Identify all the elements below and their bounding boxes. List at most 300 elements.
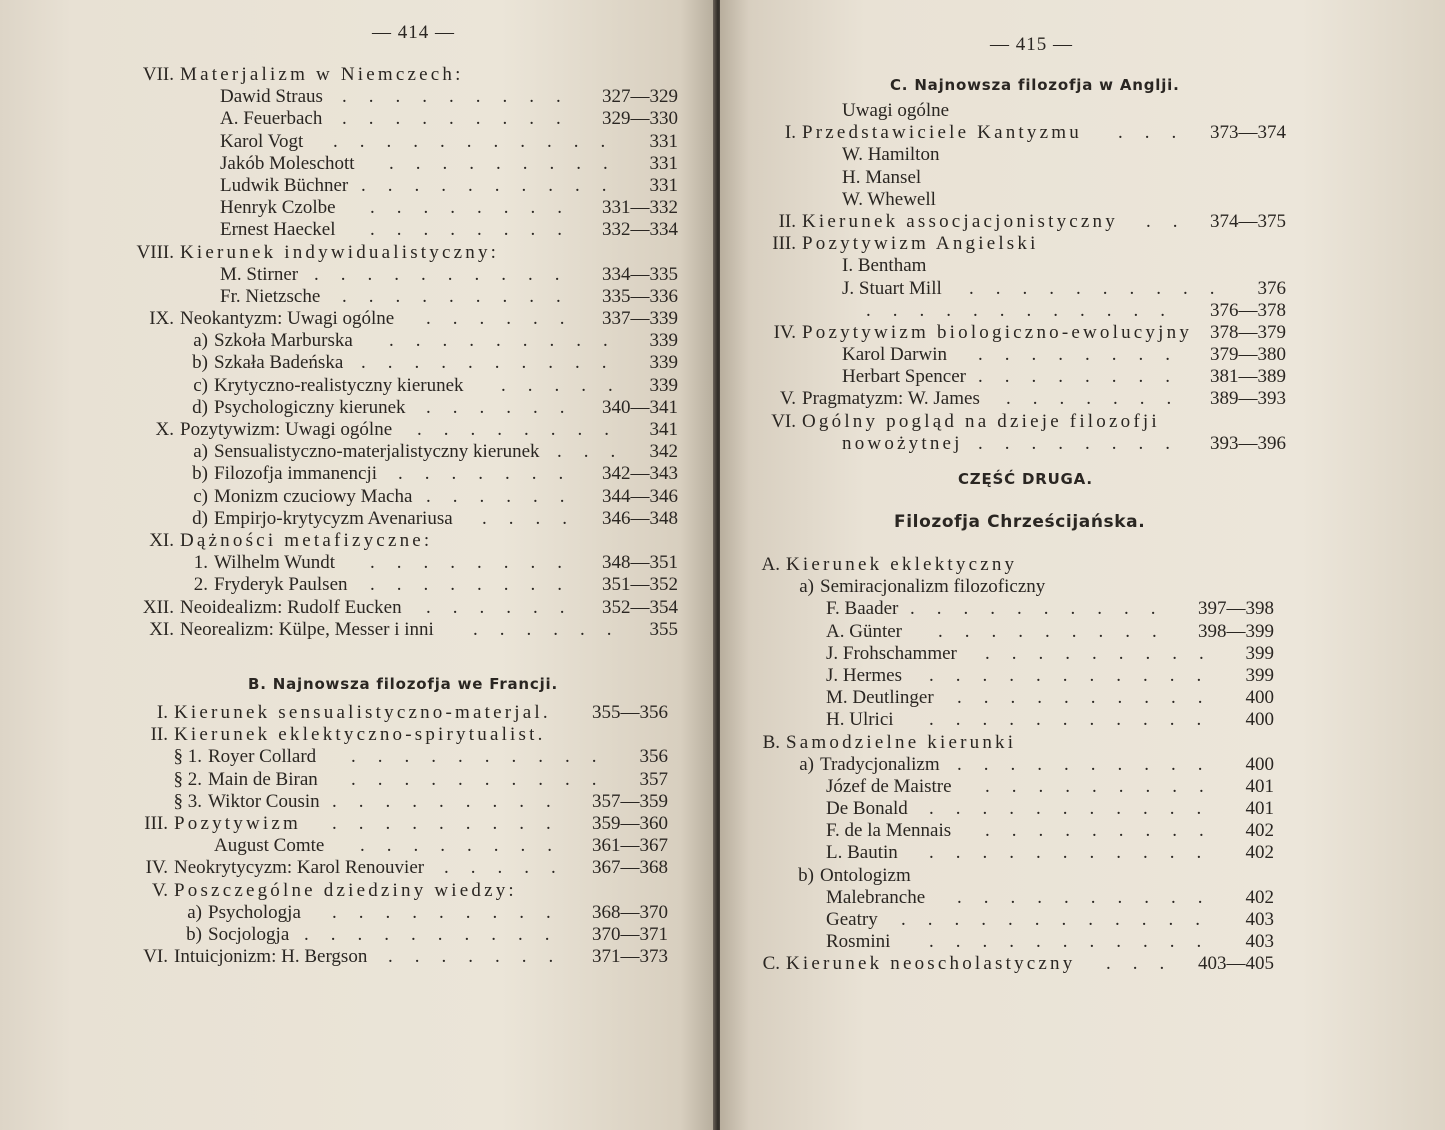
- toc-entry: [771, 410, 1286, 433]
- toc-entry-title: W. Hamilton: [842, 144, 940, 166]
- toc-entry-title: Uwagi ogólne: [842, 100, 950, 121]
- toc-entry-number: § 2.: [173, 768, 202, 790]
- toc-leader-dots: ........: [370, 552, 584, 574]
- toc-entry-pages: 359—360: [592, 812, 668, 834]
- toc-entry-pages: 331: [649, 152, 678, 174]
- toc-entry: [762, 953, 1274, 975]
- toc-leader-dots: ......: [426, 396, 587, 418]
- toc-leader-dots: ..........: [957, 687, 1225, 709]
- toc-entry: [180, 552, 678, 574]
- toc-leader-dots: ..........: [957, 886, 1225, 908]
- toc-entry-number: § 3.: [173, 790, 202, 812]
- toc-entry-title: Neokrytycyzm: Karol Renouvier: [174, 857, 425, 879]
- toc-entry-number: VIII.: [136, 241, 174, 263]
- toc-entry: [180, 352, 678, 374]
- toc-entry-number: C.: [762, 953, 780, 975]
- toc-entry: [155, 419, 678, 441]
- toc-entry-pages: 339: [649, 374, 678, 396]
- toc-left-section-a: [136, 64, 678, 641]
- toc-entry: [786, 842, 1274, 864]
- toc-entry: [143, 946, 668, 968]
- toc-entry-title: Dawid Straus: [220, 86, 323, 108]
- toc-entry-number: II.: [150, 724, 168, 746]
- toc-entry: [802, 300, 1286, 322]
- toc-entry: [180, 397, 678, 419]
- toc-entry-pages: 389—393: [1210, 388, 1286, 410]
- left-page: [0, 0, 716, 1130]
- toc-entry-title: Kierunek indywidualistyczny:: [180, 241, 500, 263]
- toc-right-part-two: [761, 554, 1274, 976]
- toc-entry-title: Kierunek eklektyczny: [786, 554, 1018, 575]
- toc-entry: [180, 486, 678, 508]
- toc-entry: [174, 746, 668, 768]
- toc-entry: [786, 576, 1274, 598]
- toc-entry: [156, 702, 668, 724]
- toc-entry-pages: 340—341: [602, 396, 678, 418]
- toc-leader-dots: .......: [388, 946, 576, 968]
- toc-entry-pages: 393—396: [1210, 432, 1286, 454]
- toc-right-section-c: [771, 100, 1286, 455]
- toc-entry: [180, 131, 678, 153]
- toc-entry: [773, 321, 1286, 344]
- toc-entry-number: A.: [761, 554, 780, 575]
- toc-entry-title: Rosmini: [826, 931, 891, 953]
- toc-entry-pages: 379—380: [1210, 344, 1286, 366]
- toc-entry-number: III.: [144, 812, 168, 834]
- toc-leader-dots: ............: [901, 909, 1222, 930]
- toc-entry-title: F. de la Mennais: [826, 820, 952, 842]
- toc-entry-pages: 402: [1245, 820, 1274, 842]
- toc-entry-pages: 367—368: [592, 857, 668, 879]
- toc-entry: [786, 931, 1274, 953]
- toc-entry-number: b): [798, 864, 814, 886]
- toc-entry: [786, 776, 1274, 798]
- toc-entry: [761, 554, 1274, 576]
- toc-entry-pages: 342—343: [602, 463, 678, 485]
- toc-entry-title: Wiktor Cousin: [208, 790, 320, 812]
- toc-entry-pages: 376: [1257, 277, 1286, 299]
- toc-leader-dots: .........: [389, 152, 630, 174]
- toc-entry: [786, 598, 1274, 620]
- toc-leader-dots: .......: [398, 463, 586, 485]
- toc-leader-dots: ...: [1118, 122, 1199, 144]
- toc-entry: [174, 902, 668, 924]
- toc-entry-number: X.: [155, 419, 174, 440]
- toc-entry: [802, 278, 1286, 300]
- toc-entry: [802, 344, 1286, 366]
- toc-entry-number: a): [799, 576, 814, 598]
- toc-entry-pages: 399: [1245, 642, 1274, 664]
- toc-entry-pages: 371—373: [592, 946, 668, 968]
- toc-entry-number: V.: [779, 388, 796, 410]
- toc-entry-pages: 401: [1245, 798, 1274, 820]
- toc-entry: [786, 820, 1274, 842]
- toc-entry: [786, 687, 1274, 709]
- toc-entry-title: Kierunek assocjacjonistyczny: [802, 210, 1118, 232]
- toc-entry-title: Tradycjonalizm: [820, 753, 940, 775]
- toc-entry: [149, 618, 678, 641]
- toc-entry-pages: 346—348: [602, 507, 678, 529]
- toc-entry-pages: 332—334: [602, 219, 678, 241]
- toc-entry: [180, 375, 678, 397]
- right-page: [720, 0, 1445, 1130]
- toc-entry: [802, 100, 1286, 122]
- toc-entry: [180, 508, 678, 530]
- toc-entry-pages: 355—356: [592, 702, 668, 723]
- toc-entry-title: Filozofja immanencji: [214, 463, 378, 485]
- toc-entry: [762, 731, 1274, 754]
- toc-entry: [142, 64, 678, 86]
- toc-leader-dots: ..........: [351, 746, 619, 768]
- toc-leader-dots: ........: [370, 219, 584, 241]
- toc-entry-pages: 370—371: [592, 923, 668, 945]
- toc-leader-dots: ..........: [361, 174, 629, 196]
- toc-entry-title: Psychologja: [208, 901, 301, 923]
- toc-entry-pages: 361—367: [592, 835, 668, 857]
- toc-leader-dots: ........: [978, 344, 1192, 366]
- toc-entry-title: Royer Collard: [208, 746, 317, 768]
- toc-entry-title: Geatry: [826, 909, 878, 930]
- toc-entry-number: XII.: [142, 596, 174, 618]
- toc-entry-title: M. Stirner: [220, 263, 299, 285]
- toc-entry-title: Henryk Czolbe: [220, 197, 336, 219]
- toc-entry-pages: 374—375: [1210, 210, 1286, 232]
- toc-leader-dots: ............: [866, 299, 1187, 321]
- toc-entry-title: Karol Darwin: [842, 344, 947, 366]
- right-page-number: — 415 —: [990, 34, 1073, 55]
- toc-entry-number: I.: [784, 122, 796, 144]
- toc-entry: [180, 86, 678, 108]
- toc-entry-title: Monizm czuciowy Macha: [214, 485, 413, 507]
- toc-leader-dots: .........: [985, 642, 1226, 664]
- toc-entry-number: XI.: [149, 529, 174, 551]
- toc-leader-dots: ...........: [929, 931, 1224, 953]
- toc-leader-dots: ........: [360, 835, 574, 857]
- toc-entry-number: c): [193, 485, 208, 507]
- toc-leader-dots: .........: [985, 820, 1226, 842]
- toc-leader-dots: .........: [332, 901, 573, 923]
- toc-left-section-b: [143, 702, 668, 968]
- toc-leader-dots: .........: [389, 330, 630, 352]
- toc-entry-number: VI.: [143, 946, 168, 968]
- toc-entry: [145, 857, 668, 879]
- toc-entry-title: Herbart Spencer: [842, 366, 966, 388]
- toc-entry-title: Józef de Maistre: [826, 775, 952, 797]
- toc-entry-title: Ludwik Büchner: [220, 174, 349, 196]
- toc-entry-title: H. Mansel: [842, 166, 922, 188]
- toc-entry-number: XI.: [149, 618, 174, 640]
- toc-entry-pages: 356: [639, 746, 668, 768]
- toc-entry-title: Poszczególne dziedziny wiedzy:: [174, 879, 517, 901]
- toc-leader-dots: .........: [938, 620, 1179, 642]
- toc-entry-title: Ernest Haeckel: [220, 219, 336, 241]
- toc-entry-number: 2.: [193, 574, 208, 596]
- toc-entry-pages: 403: [1245, 909, 1274, 930]
- toc-entry-pages: 398—399: [1198, 620, 1274, 642]
- toc-entry-title: Pozytywizm Angielski: [802, 233, 1039, 255]
- toc-entry-number: b): [192, 352, 208, 374]
- toc-leader-dots: .........: [342, 285, 583, 307]
- toc-leader-dots: ........: [370, 197, 584, 219]
- toc-leader-dots: ...........: [929, 842, 1224, 864]
- toc-entry: [149, 529, 678, 552]
- toc-entry-number: d): [192, 507, 208, 529]
- toc-leader-dots: ..........: [361, 352, 629, 374]
- toc-entry: [180, 175, 678, 197]
- toc-leader-dots: .....: [444, 857, 578, 879]
- toc-entry: [180, 574, 678, 596]
- toc-entry-pages: 381—389: [1210, 366, 1286, 388]
- toc-entry-title: Dążności metafizyczne:: [180, 529, 433, 551]
- toc-entry-pages: 339: [649, 352, 678, 374]
- toc-entry: [802, 366, 1286, 388]
- toc-entry-title: Wilhelm Wundt: [214, 552, 336, 574]
- toc-entry-title: M. Deutlinger: [826, 687, 934, 709]
- toc-entry-title: A. Günter: [826, 620, 902, 642]
- toc-entry-title: Szkoła Marburska: [214, 330, 353, 352]
- toc-entry: [150, 724, 668, 746]
- toc-entry: [779, 388, 1286, 410]
- toc-entry-title: Neoidealizm: Rudolf Eucken: [180, 596, 402, 618]
- toc-entry-title: Przedstawiciele Kantyzmu: [802, 122, 1082, 144]
- toc-entry-pages: 400: [1245, 709, 1274, 731]
- toc-entry-title: Samodzielne kierunki: [786, 731, 1017, 753]
- toc-leader-dots: ..: [1146, 210, 1200, 232]
- toc-entry-title: Jakób Moleschott: [220, 152, 355, 174]
- toc-entry-title: Karol Vogt: [220, 130, 304, 152]
- toc-entry-pages: 400: [1245, 687, 1274, 709]
- toc-entry: [180, 330, 678, 352]
- toc-leader-dots: ...........: [929, 709, 1224, 731]
- toc-entry-pages: 401: [1245, 775, 1274, 797]
- toc-entry: [786, 709, 1274, 731]
- toc-entry: [180, 286, 678, 308]
- toc-entry-pages: 342: [649, 441, 678, 463]
- toc-entry: [802, 144, 1286, 166]
- toc-entry-title: I. Bentham: [842, 255, 927, 277]
- toc-entry: [136, 241, 678, 264]
- toc-leader-dots: ...........: [929, 798, 1224, 820]
- toc-entry: [144, 812, 668, 835]
- toc-entry-title: De Bonald: [826, 798, 908, 820]
- part-two-title: Filozofja Chrześcijańska.: [894, 512, 1146, 532]
- toc-entry-title: J. Hermes: [826, 664, 902, 686]
- toc-entry-pages: 339: [649, 330, 678, 352]
- toc-entry-title: Fr. Nietzsche: [220, 285, 321, 307]
- toc-leader-dots: .........: [332, 812, 573, 834]
- toc-leader-dots: ........: [370, 574, 584, 596]
- toc-entry-title: Pozytywizm biologiczno-ewolucyjny: [802, 321, 1193, 343]
- toc-entry-title: Intuicjonizm: H. Bergson: [174, 946, 368, 968]
- toc-leader-dots: ..........: [314, 263, 582, 285]
- toc-entry-pages: 357: [639, 768, 668, 790]
- toc-entry-title: Krytyczno-realistyczny kierunek: [214, 374, 464, 396]
- toc-leader-dots: ...: [557, 441, 638, 463]
- toc-entry-number: a): [799, 753, 814, 775]
- toc-entry: [786, 887, 1274, 909]
- toc-leader-dots: ......: [426, 485, 587, 507]
- toc-entry-title: A. Feuerbach: [220, 108, 323, 130]
- toc-entry: [180, 463, 678, 485]
- toc-entry-title: Pragmatyzm: W. James: [802, 388, 980, 410]
- toc-entry: [180, 441, 678, 463]
- toc-entry: [151, 879, 668, 902]
- toc-entry-number: a): [193, 330, 208, 352]
- toc-entry: [802, 189, 1286, 211]
- toc-entry-number: d): [192, 396, 208, 418]
- toc-entry-pages: 335—336: [602, 285, 678, 307]
- toc-entry: [180, 197, 678, 219]
- toc-entry: [142, 596, 678, 619]
- toc-entry-pages: 348—351: [602, 552, 678, 574]
- toc-entry-number: IV.: [145, 857, 168, 879]
- toc-entry: [786, 621, 1274, 643]
- toc-entry: [784, 122, 1286, 144]
- toc-entry: [778, 210, 1286, 233]
- toc-leader-dots: .........: [985, 775, 1226, 797]
- part-two-heading: CZĘŚĆ DRUGA.: [958, 470, 1093, 488]
- toc-leader-dots: ........: [417, 419, 631, 440]
- toc-entry-number: IV.: [773, 321, 796, 343]
- toc-leader-dots: .........: [342, 86, 583, 108]
- toc-entry: [802, 167, 1286, 189]
- toc-entry-title: Neokantyzm: Uwagi ogólne: [180, 308, 395, 330]
- toc-entry-title: Sensualistyczno-materjalistyczny kierunek: [214, 441, 540, 463]
- toc-entry-number: b): [192, 463, 208, 485]
- toc-entry-pages: 355: [649, 618, 678, 640]
- toc-entry-pages: 352—354: [602, 596, 678, 618]
- toc-entry: [174, 791, 668, 813]
- toc-entry-pages: 329—330: [602, 108, 678, 130]
- toc-entry-title: J. Frohschammer: [826, 642, 957, 664]
- toc-entry-title: Empirjo-krytycyzm Avenariusa: [214, 507, 453, 529]
- toc-entry: [802, 433, 1286, 455]
- toc-entry-title: Neorealizm: Külpe, Messer i inni: [180, 618, 434, 640]
- toc-leader-dots: ......: [426, 596, 587, 618]
- toc-entry-pages: 402: [1245, 886, 1274, 908]
- toc-entry-title: Main de Biran: [208, 768, 318, 790]
- toc-entry-title: Szkała Badeńska: [214, 352, 344, 374]
- toc-entry: [786, 754, 1274, 776]
- toc-entry-pages: 403: [1245, 931, 1274, 953]
- toc-entry-number: b): [186, 923, 202, 945]
- toc-entry-number: VII.: [142, 64, 174, 85]
- toc-entry-pages: 378—379: [1210, 321, 1286, 343]
- toc-entry-pages: 400: [1245, 753, 1274, 775]
- toc-leader-dots: .........: [332, 790, 573, 812]
- toc-entry: [772, 233, 1286, 255]
- toc-entry: [180, 219, 678, 241]
- toc-entry: [786, 865, 1274, 887]
- toc-entry-title: Kierunek neoscholastyczny: [786, 953, 1076, 975]
- toc-leader-dots: ...: [1106, 953, 1187, 975]
- toc-entry-number: § 1.: [173, 746, 202, 768]
- toc-entry-pages: 334—335: [602, 263, 678, 285]
- left-page-number: — 414 —: [372, 22, 455, 43]
- toc-entry-pages: 351—352: [602, 574, 678, 596]
- toc-leader-dots: .......: [1006, 388, 1194, 410]
- toc-leader-dots: ........: [978, 432, 1192, 454]
- toc-entry-title: Pozytywizm: [174, 812, 301, 834]
- section-c-heading: C. Najnowsza filozofja w Anglji.: [890, 76, 1180, 94]
- toc-entry: [786, 665, 1274, 687]
- toc-entry: [180, 264, 678, 286]
- toc-leader-dots: ...........: [333, 130, 628, 152]
- toc-entry-pages: 399: [1245, 664, 1274, 686]
- toc-entry-pages: 341: [649, 419, 678, 440]
- toc-entry-pages: 373—374: [1210, 122, 1286, 144]
- toc-entry-pages: 403—405: [1198, 953, 1274, 975]
- toc-entry: [786, 798, 1274, 820]
- toc-entry-number: I.: [156, 702, 168, 723]
- toc-entry-pages: 357—359: [592, 790, 668, 812]
- toc-leader-dots: ..........: [957, 753, 1225, 775]
- toc-entry: [174, 924, 668, 946]
- toc-leader-dots: ........: [978, 366, 1192, 388]
- toc-leader-dots: ......: [426, 308, 587, 330]
- toc-entry-number: III.: [772, 233, 796, 255]
- toc-entry-title: Kierunek eklektyczno-spirytualist.: [174, 724, 546, 746]
- toc-entry-title: Ontologizm: [820, 864, 911, 886]
- toc-entry-title: Materjalizm w Niemczech:: [180, 64, 464, 85]
- toc-entry-pages: 376—378: [1210, 299, 1286, 321]
- toc-entry-title: W. Whewell: [842, 188, 936, 210]
- toc-entry-pages: 402: [1245, 842, 1274, 864]
- toc-leader-dots: ..........: [969, 277, 1237, 299]
- toc-entry-title: Malebranche: [826, 886, 926, 908]
- toc-entry-title: Pozytywizm: Uwagi ogólne: [180, 419, 393, 440]
- toc-entry-pages: 331—332: [602, 197, 678, 219]
- toc-entry-title: F. Baader: [826, 598, 899, 620]
- toc-entry: [786, 909, 1274, 931]
- toc-entry-pages: 327—329: [602, 86, 678, 108]
- toc-entry: [180, 108, 678, 130]
- toc-entry-number: IX.: [149, 308, 174, 330]
- toc-entry-title: Kierunek sensualistyczno-materjal.: [174, 702, 551, 723]
- toc-entry-number: II.: [778, 210, 796, 232]
- toc-leader-dots: .........: [342, 108, 583, 130]
- toc-entry-number: a): [187, 901, 202, 923]
- toc-entry-pages: 337—339: [602, 308, 678, 330]
- toc-entry-number: VI.: [771, 410, 796, 432]
- toc-entry-pages: 331: [649, 130, 678, 152]
- toc-entry-title: nowożytnej: [842, 432, 963, 454]
- toc-entry: [174, 835, 668, 857]
- toc-entry-title: H. Ulrici: [826, 709, 894, 731]
- toc-leader-dots: ..........: [351, 768, 619, 790]
- toc-entry-pages: 344—346: [602, 485, 678, 507]
- toc-entry-number: a): [193, 441, 208, 463]
- toc-entry-number: 1.: [193, 552, 208, 574]
- toc-leader-dots: .....: [501, 374, 635, 396]
- toc-entry-title: Ogólny pogląd na dzieje filozofji: [802, 410, 1160, 432]
- toc-leader-dots: ..........: [304, 923, 572, 945]
- toc-entry-title: Socjologja: [208, 923, 290, 945]
- toc-entry: [149, 308, 678, 330]
- toc-entry-number: c): [193, 374, 208, 396]
- toc-leader-dots: ...........: [929, 664, 1224, 686]
- toc-leader-dots: ..........: [910, 598, 1178, 620]
- toc-entry-pages: 368—370: [592, 901, 668, 923]
- toc-entry-number: B.: [762, 731, 780, 753]
- toc-entry-title: August Comte: [214, 835, 325, 857]
- toc-entry-title: Psychologiczny kierunek: [214, 396, 406, 418]
- toc-entry: [786, 643, 1274, 665]
- toc-entry-pages: 397—398: [1198, 598, 1274, 620]
- toc-entry-title: J. Stuart Mill: [842, 277, 942, 299]
- toc-entry: [174, 769, 668, 791]
- toc-entry: [180, 153, 678, 175]
